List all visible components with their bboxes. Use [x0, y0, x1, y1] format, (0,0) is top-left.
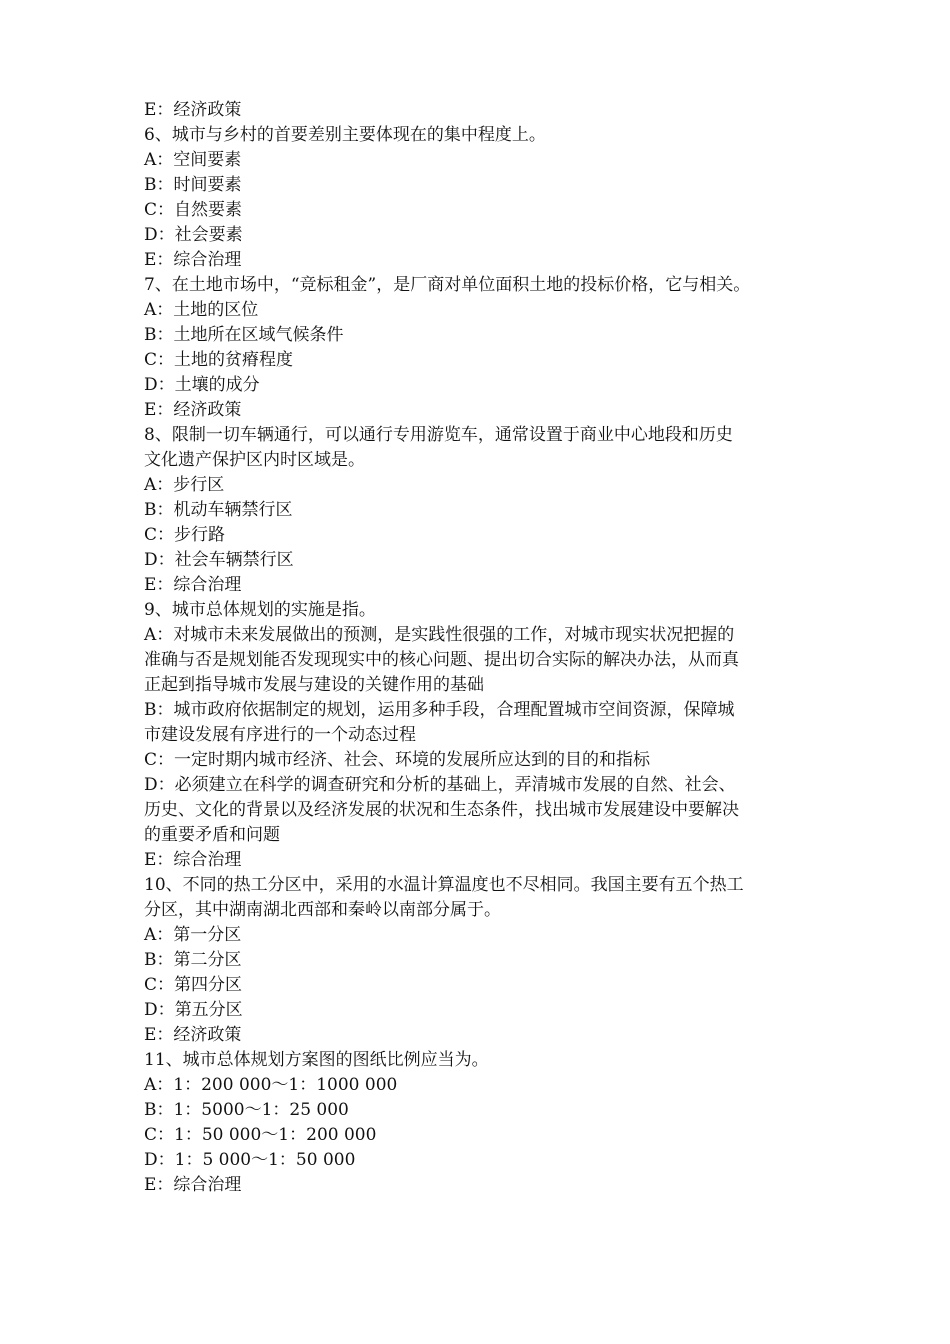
- answer-option: D：土壤的成分: [144, 375, 260, 395]
- answer-option: E：经济政策: [144, 100, 242, 120]
- answer-option: C：自然要素: [144, 200, 243, 220]
- answer-option: B：时间要素: [144, 175, 242, 195]
- answer-option: C：步行路: [144, 525, 226, 545]
- question-8: 8、限制一切车辆通行，可以通行专用游览车，通常设置于商业中心地段和历史: [144, 425, 733, 445]
- answer-option: B：1：5000～1：25 000: [144, 1100, 349, 1120]
- answer-option: E：经济政策: [144, 1025, 242, 1045]
- answer-option: D：必须建立在科学的调查研究和分析的基础上，弄清城市发展的自然、社会、: [144, 775, 736, 795]
- answer-option: E：综合治理: [144, 1175, 242, 1195]
- question-10: 10、不同的热工分区中，采用的水温计算温度也不尽相同。我国主要有五个热工: [144, 875, 744, 895]
- answer-option-continued: 的重要矛盾和问题: [144, 825, 280, 845]
- question-7: 7、在土地市场中，“竞标租金”，是厂商对单位面积土地的投标价格，它与相关。: [144, 275, 751, 295]
- answer-option: E：综合治理: [144, 850, 242, 870]
- question-9: 9、城市总体规划的实施是指。: [144, 600, 376, 620]
- answer-option: B：土地所在区域气候条件: [144, 325, 344, 345]
- answer-option-continued: 正起到指导城市发展与建设的关键作用的基础: [144, 675, 484, 695]
- answer-option: C：第四分区: [144, 975, 243, 995]
- document-body: [144, 98, 812, 1198]
- answer-option: E：综合治理: [144, 575, 242, 595]
- answer-option-continued: 准确与否是规划能否发现现实中的核心问题、提出切合实际的解决办法，从而真: [144, 650, 739, 670]
- answer-option: E：综合治理: [144, 250, 242, 270]
- answer-option-continued: 市建设发展有序进行的一个动态过程: [144, 725, 416, 745]
- answer-option: D：社会要素: [144, 225, 243, 245]
- answer-option: D：社会车辆禁行区: [144, 550, 294, 570]
- answer-option: A：第一分区: [144, 925, 242, 945]
- answer-option: C：1：50 000～1：200 000: [144, 1125, 377, 1145]
- answer-option: A：对城市未来发展做出的预测，是实践性很强的工作，对城市现实状况把握的: [144, 625, 735, 645]
- answer-option: D：1：5 000～1：50 000: [144, 1150, 356, 1170]
- answer-option: A：土地的区位: [144, 300, 259, 320]
- answer-option: B：城市政府依据制定的规划，运用多种手段，合理配置城市空间资源，保障城: [144, 700, 735, 720]
- answer-option-continued: 历史、文化的背景以及经济发展的状况和生态条件，找出城市发展建设中要解决: [144, 800, 739, 820]
- answer-option: C：土地的贫瘠程度: [144, 350, 294, 370]
- answer-option: D：第五分区: [144, 1000, 243, 1020]
- answer-option: E：经济政策: [144, 400, 242, 420]
- question-10-continued: 分区，其中湖南湖北西部和秦岭以南部分属于。: [144, 900, 501, 920]
- question-11: 11、城市总体规划方案图的图纸比例应当为。: [144, 1050, 489, 1070]
- question-8-continued: 文化遗产保护区内时区域是。: [144, 450, 365, 470]
- answer-option: B：第二分区: [144, 950, 242, 970]
- answer-option: A：空间要素: [144, 150, 242, 170]
- answer-option: B：机动车辆禁行区: [144, 500, 293, 520]
- answer-option: A：1：200 000～1：1000 000: [144, 1075, 398, 1095]
- question-6: 6、城市与乡村的首要差别主要体现在的集中程度上。: [144, 125, 546, 145]
- answer-option: C：一定时期内城市经济、社会、环境的发展所应达到的目的和指标: [144, 750, 651, 770]
- answer-option: A：步行区: [144, 475, 225, 495]
